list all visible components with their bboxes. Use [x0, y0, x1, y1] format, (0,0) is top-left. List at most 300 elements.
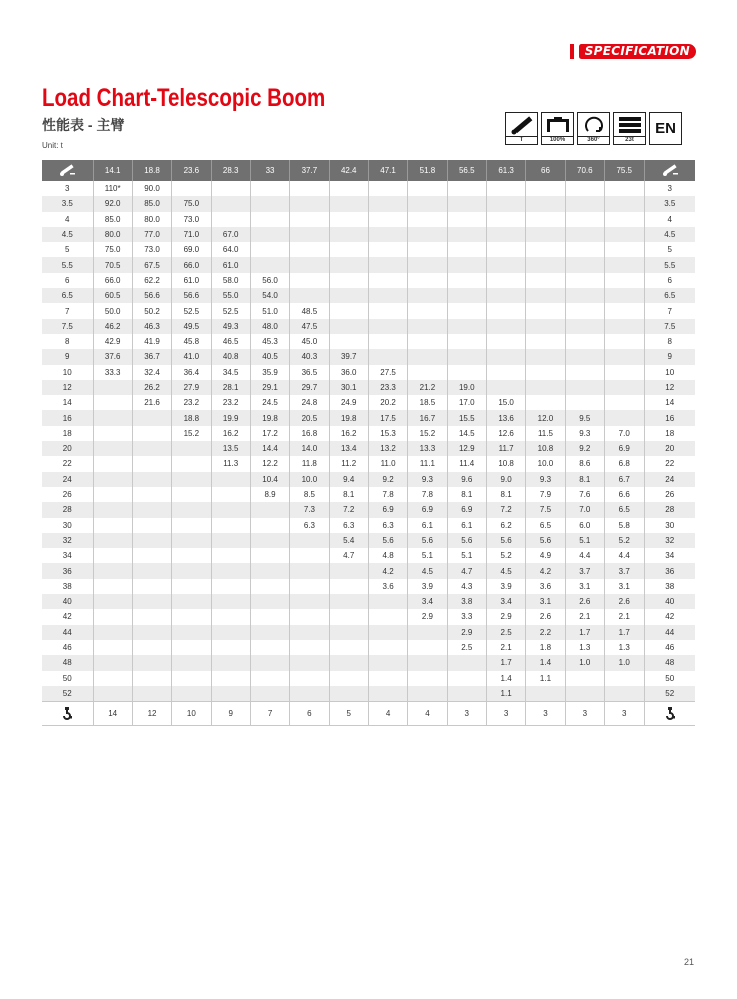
capacity-cell: 11.5 [526, 426, 565, 441]
capacity-cell: 34.5 [211, 365, 250, 380]
capacity-cell [368, 640, 407, 655]
capacity-cell [329, 671, 368, 686]
capacity-cell [93, 579, 132, 594]
capacity-cell [526, 242, 565, 257]
radius-cell: 4.5 [42, 227, 93, 242]
outrigger-icon-box [541, 112, 574, 145]
capacity-cell: 66.0 [172, 257, 211, 272]
capacity-cell [132, 563, 171, 578]
table-row [42, 594, 695, 609]
outrigger-icon [541, 112, 574, 137]
capacity-cell [526, 181, 565, 196]
capacity-cell [329, 563, 368, 578]
radius-cell: 46 [42, 640, 93, 655]
radius-cell: 10 [42, 365, 93, 380]
table-row [42, 487, 695, 502]
capacity-cell: 24.9 [329, 395, 368, 410]
capacity-cell [486, 334, 525, 349]
capacity-cell [290, 594, 329, 609]
radius-cell: 38 [42, 579, 93, 594]
capacity-cell [290, 257, 329, 272]
capacity-cell [290, 625, 329, 640]
capacity-cell [93, 671, 132, 686]
table-row [42, 365, 695, 380]
table-row [42, 563, 695, 578]
capacity-cell [290, 548, 329, 563]
capacity-cell [329, 655, 368, 670]
capacity-cell [368, 319, 407, 334]
capacity-cell: 30.1 [329, 380, 368, 395]
boom-length-header: 56.5 [447, 160, 486, 181]
radius-cell: 9 [644, 349, 695, 364]
capacity-cell: 23.2 [211, 395, 250, 410]
falls-cell: 12 [132, 702, 171, 726]
capacity-cell: 4.5 [486, 563, 525, 578]
capacity-cell [486, 349, 525, 364]
load-chart-body [42, 181, 695, 702]
radius-cell: 16 [644, 410, 695, 425]
capacity-cell [250, 625, 289, 640]
radius-cell: 7.5 [644, 319, 695, 334]
capacity-cell [329, 319, 368, 334]
radius-cell: 7 [42, 303, 93, 318]
section-tag-bar [570, 44, 574, 59]
capacity-cell [565, 181, 604, 196]
capacity-cell: 4.8 [368, 548, 407, 563]
capacity-cell [172, 594, 211, 609]
capacity-cell [408, 686, 447, 702]
capacity-cell: 16.7 [408, 410, 447, 425]
capacity-cell: 13.4 [329, 441, 368, 456]
capacity-cell: 1.7 [604, 625, 644, 640]
capacity-cell [565, 273, 604, 288]
capacity-cell [526, 319, 565, 334]
capacity-cell [172, 518, 211, 533]
capacity-cell [93, 410, 132, 425]
radius-cell: 10 [665, 367, 675, 377]
capacity-cell: 11.8 [290, 456, 329, 471]
capacity-cell: 36.7 [132, 349, 171, 364]
capacity-cell [211, 686, 250, 702]
capacity-cell: 7.8 [368, 487, 407, 502]
radius-cell: 6 [42, 273, 93, 288]
capacity-cell [565, 671, 604, 686]
capacity-cell [565, 349, 604, 364]
capacity-cell: 4.4 [565, 548, 604, 563]
capacity-cell: 4.2 [368, 563, 407, 578]
radius-cell: 50 [665, 673, 675, 683]
capacity-cell: 4.2 [526, 563, 565, 578]
capacity-cell: 2.6 [526, 609, 565, 624]
capacity-cell [172, 609, 211, 624]
capacity-cell: 50.0 [93, 303, 132, 318]
capacity-cell [132, 655, 171, 670]
capacity-cell: 1.3 [565, 640, 604, 655]
radius-cell: 3.5 [42, 196, 93, 211]
capacity-cell: 5.1 [447, 548, 486, 563]
capacity-cell: 66.0 [93, 273, 132, 288]
capacity-cell [447, 273, 486, 288]
capacity-cell: 29.1 [250, 380, 289, 395]
capacity-cell [526, 303, 565, 318]
capacity-cell: 36.0 [329, 365, 368, 380]
capacity-cell: 9.2 [565, 441, 604, 456]
capacity-cell [250, 686, 289, 702]
capacity-cell [447, 334, 486, 349]
capacity-cell [604, 273, 644, 288]
capacity-cell [93, 655, 132, 670]
capacity-cell: 14.0 [290, 441, 329, 456]
capacity-cell [368, 594, 407, 609]
capacity-cell [250, 212, 289, 227]
radius-cell: 52 [42, 686, 93, 702]
capacity-cell: 24.5 [250, 395, 289, 410]
capacity-cell [172, 441, 211, 456]
capacity-cell: 16.8 [290, 426, 329, 441]
boom-length-header: 42.4 [329, 160, 368, 181]
capacity-cell [526, 273, 565, 288]
capacity-cell [211, 548, 250, 563]
capacity-cell: 10.0 [290, 472, 329, 487]
capacity-cell: 5.6 [526, 533, 565, 548]
capacity-cell: 12.9 [447, 441, 486, 456]
capacity-cell: 67.5 [132, 257, 171, 272]
capacity-cell [486, 380, 525, 395]
capacity-cell [211, 472, 250, 487]
slewing-icon-box [577, 112, 610, 145]
hook-icon [644, 702, 695, 726]
radius-cell: 50 [42, 671, 93, 686]
capacity-cell [329, 686, 368, 702]
falls-cell: 3 [565, 702, 604, 726]
telescopic-boom-icon [505, 112, 538, 137]
radius-cell: 40 [42, 594, 93, 609]
radius-cell: 20 [644, 441, 695, 456]
capacity-cell [604, 410, 644, 425]
capacity-cell: 80.0 [132, 212, 171, 227]
capacity-cell: 1.0 [604, 655, 644, 670]
capacity-cell [447, 349, 486, 364]
falls-cell: 10 [172, 702, 211, 726]
table-row [42, 472, 695, 487]
capacity-cell: 5.2 [604, 533, 644, 548]
capacity-cell: 1.1 [526, 671, 565, 686]
hook-icon [42, 702, 93, 726]
capacity-cell [329, 625, 368, 640]
capacity-cell [486, 181, 525, 196]
capacity-cell: 35.9 [250, 365, 289, 380]
capacity-cell: 5.6 [486, 533, 525, 548]
capacity-cell [565, 212, 604, 227]
capacity-cell [172, 563, 211, 578]
falls-cell: 4 [368, 702, 407, 726]
capacity-cell [447, 181, 486, 196]
capacity-cell: 26.2 [132, 380, 171, 395]
boom-length-header: 14.1 [93, 160, 132, 181]
section-tag [570, 43, 696, 60]
capacity-cell [93, 640, 132, 655]
capacity-cell: 39.7 [329, 349, 368, 364]
capacity-cell: 9.3 [565, 426, 604, 441]
capacity-cell [93, 533, 132, 548]
capacity-cell: 37.6 [93, 349, 132, 364]
capacity-cell [368, 257, 407, 272]
capacity-cell: 15.0 [486, 395, 525, 410]
capacity-cell: 36.5 [290, 365, 329, 380]
capacity-cell [211, 212, 250, 227]
capacity-cell [250, 640, 289, 655]
capacity-cell [329, 640, 368, 655]
capacity-cell: 2.5 [447, 640, 486, 655]
falls-cell: 3 [486, 702, 525, 726]
capacity-cell [329, 579, 368, 594]
radius-cell: 4 [667, 214, 672, 224]
capacity-cell: 41.0 [172, 349, 211, 364]
capacity-cell [604, 319, 644, 334]
capacity-cell [604, 181, 644, 196]
capacity-cell [211, 655, 250, 670]
capacity-cell: 2.6 [565, 594, 604, 609]
capacity-cell: 13.6 [486, 410, 525, 425]
capacity-cell [132, 625, 171, 640]
capacity-cell [526, 334, 565, 349]
boom-length-header: 51.8 [408, 160, 447, 181]
capacity-cell: 1.0 [565, 655, 604, 670]
table-row [42, 288, 695, 303]
radius-cell: 7.5 [42, 319, 93, 334]
capacity-cell [290, 242, 329, 257]
capacity-cell [132, 472, 171, 487]
capacity-cell [250, 563, 289, 578]
capacity-cell: 69.0 [172, 242, 211, 257]
radius-cell: 5 [42, 242, 93, 257]
capacity-cell: 73.0 [172, 212, 211, 227]
radius-cell: 5 [667, 245, 672, 255]
capacity-cell: 18.5 [408, 395, 447, 410]
radius-cell: 3.5 [644, 196, 695, 211]
capacity-cell: 17.5 [368, 410, 407, 425]
capacity-cell [250, 533, 289, 548]
capacity-cell: 32.4 [132, 365, 171, 380]
capacity-cell [526, 227, 565, 242]
capacity-cell [604, 395, 644, 410]
capacity-cell [172, 686, 211, 702]
capacity-cell: 3.4 [486, 594, 525, 609]
capacity-cell [565, 395, 604, 410]
falls-cell: 3 [526, 702, 565, 726]
capacity-cell [447, 196, 486, 211]
radius-cell: 42 [42, 609, 93, 624]
capacity-cell [604, 288, 644, 303]
capacity-cell [368, 686, 407, 702]
radius-cell: 36 [644, 563, 695, 578]
capacity-cell: 1.4 [526, 655, 565, 670]
capacity-cell: 6.9 [368, 502, 407, 517]
capacity-cell [447, 671, 486, 686]
radius-cell: 40 [644, 594, 695, 609]
capacity-cell: 8.1 [447, 487, 486, 502]
capacity-cell [93, 686, 132, 702]
boom-length-icon [644, 160, 695, 181]
capacity-cell: 70.5 [93, 257, 132, 272]
capacity-cell: 2.9 [408, 609, 447, 624]
table-row [42, 334, 695, 349]
capacity-cell: 92.0 [93, 196, 132, 211]
radius-cell: 22 [665, 459, 675, 469]
capacity-cell [526, 686, 565, 702]
capacity-cell [565, 257, 604, 272]
capacity-cell [329, 288, 368, 303]
radius-cell: 8 [42, 334, 93, 349]
capacity-cell: 20.5 [290, 410, 329, 425]
capacity-cell: 61.0 [211, 257, 250, 272]
capacity-cell: 2.9 [486, 609, 525, 624]
capacity-cell: 21.2 [408, 380, 447, 395]
configuration-icons [505, 112, 682, 145]
capacity-cell [368, 227, 407, 242]
capacity-cell: 52.5 [211, 303, 250, 318]
capacity-cell: 9.0 [486, 472, 525, 487]
radius-cell: 18 [665, 428, 675, 438]
capacity-cell [565, 303, 604, 318]
radius-cell: 36 [42, 563, 93, 578]
capacity-cell: 61.0 [172, 273, 211, 288]
capacity-cell [368, 212, 407, 227]
capacity-cell [93, 472, 132, 487]
capacity-cell: 19.9 [211, 410, 250, 425]
capacity-cell: 3.1 [565, 579, 604, 594]
capacity-cell [486, 288, 525, 303]
capacity-cell [368, 242, 407, 257]
capacity-cell [211, 502, 250, 517]
capacity-cell [329, 212, 368, 227]
capacity-cell [486, 227, 525, 242]
capacity-cell: 3.9 [486, 579, 525, 594]
capacity-cell [172, 533, 211, 548]
capacity-cell [250, 227, 289, 242]
capacity-cell [329, 273, 368, 288]
capacity-cell [290, 533, 329, 548]
capacity-cell: 45.8 [172, 334, 211, 349]
radius-cell: 48 [644, 655, 695, 670]
capacity-cell [250, 242, 289, 257]
capacity-cell: 75.0 [172, 196, 211, 211]
capacity-cell: 1.8 [526, 640, 565, 655]
capacity-cell [604, 257, 644, 272]
capacity-cell: 58.0 [211, 273, 250, 288]
capacity-cell: 9.2 [368, 472, 407, 487]
capacity-cell [329, 257, 368, 272]
capacity-cell [93, 502, 132, 517]
capacity-cell [290, 655, 329, 670]
counterweight-icon-box [613, 112, 646, 145]
capacity-cell [408, 319, 447, 334]
radius-cell: 6.5 [644, 288, 695, 303]
capacity-cell: 41.9 [132, 334, 171, 349]
radius-cell: 20 [42, 441, 93, 456]
boom-length-icon [42, 160, 93, 181]
capacity-cell [211, 640, 250, 655]
capacity-cell: 8.1 [565, 472, 604, 487]
capacity-cell [486, 257, 525, 272]
language-badge: EN [649, 112, 682, 145]
capacity-cell [368, 349, 407, 364]
capacity-cell: 7.2 [329, 502, 368, 517]
boom-length-header: 66 [526, 160, 565, 181]
capacity-cell [447, 319, 486, 334]
capacity-cell [132, 594, 171, 609]
radius-cell: 44 [42, 625, 93, 640]
capacity-cell: 5.6 [368, 533, 407, 548]
radius-cell: 4.5 [644, 227, 695, 242]
capacity-cell [172, 625, 211, 640]
capacity-cell: 6.3 [368, 518, 407, 533]
falls-cell: 3 [447, 702, 486, 726]
capacity-cell: 8.1 [329, 487, 368, 502]
table-row [42, 502, 695, 517]
table-row [42, 609, 695, 624]
boom-length-header: 23.6 [172, 160, 211, 181]
capacity-cell [132, 533, 171, 548]
radius-cell: 18 [42, 426, 93, 441]
capacity-cell [408, 227, 447, 242]
capacity-cell: 62.2 [132, 273, 171, 288]
radius-cell: 32 [644, 533, 695, 548]
capacity-cell: 1.1 [486, 686, 525, 702]
radius-cell: 34 [42, 548, 93, 563]
capacity-cell [250, 655, 289, 670]
capacity-cell: 9.5 [565, 410, 604, 425]
capacity-cell: 1.3 [604, 640, 644, 655]
capacity-cell [604, 196, 644, 211]
capacity-cell [368, 609, 407, 624]
capacity-cell: 56.6 [132, 288, 171, 303]
counterweight-icon [613, 112, 646, 137]
capacity-cell [211, 196, 250, 211]
radius-cell: 48 [42, 655, 93, 670]
capacity-cell: 29.7 [290, 380, 329, 395]
capacity-cell [132, 609, 171, 624]
capacity-cell: 48.5 [290, 303, 329, 318]
capacity-cell [250, 594, 289, 609]
capacity-cell [250, 257, 289, 272]
capacity-cell: 52.5 [172, 303, 211, 318]
capacity-cell [447, 242, 486, 257]
capacity-cell [526, 196, 565, 211]
capacity-cell: 77.0 [132, 227, 171, 242]
table-row [42, 257, 695, 272]
capacity-cell [408, 242, 447, 257]
capacity-cell [486, 365, 525, 380]
capacity-cell [93, 594, 132, 609]
capacity-cell [408, 334, 447, 349]
capacity-cell: 10.0 [526, 456, 565, 471]
radius-cell: 28 [644, 502, 695, 517]
capacity-cell [172, 487, 211, 502]
capacity-cell: 23.3 [368, 380, 407, 395]
table-row [42, 533, 695, 548]
capacity-cell: 2.5 [486, 625, 525, 640]
capacity-cell: 5.1 [408, 548, 447, 563]
radius-cell: 14 [665, 398, 675, 408]
capacity-cell [172, 502, 211, 517]
falls-cell: 9 [211, 702, 250, 726]
capacity-cell [486, 212, 525, 227]
capacity-cell [408, 181, 447, 196]
radius-cell: 5.5 [42, 257, 93, 272]
capacity-cell [486, 273, 525, 288]
telescopic-boom-icon-box [505, 112, 538, 145]
